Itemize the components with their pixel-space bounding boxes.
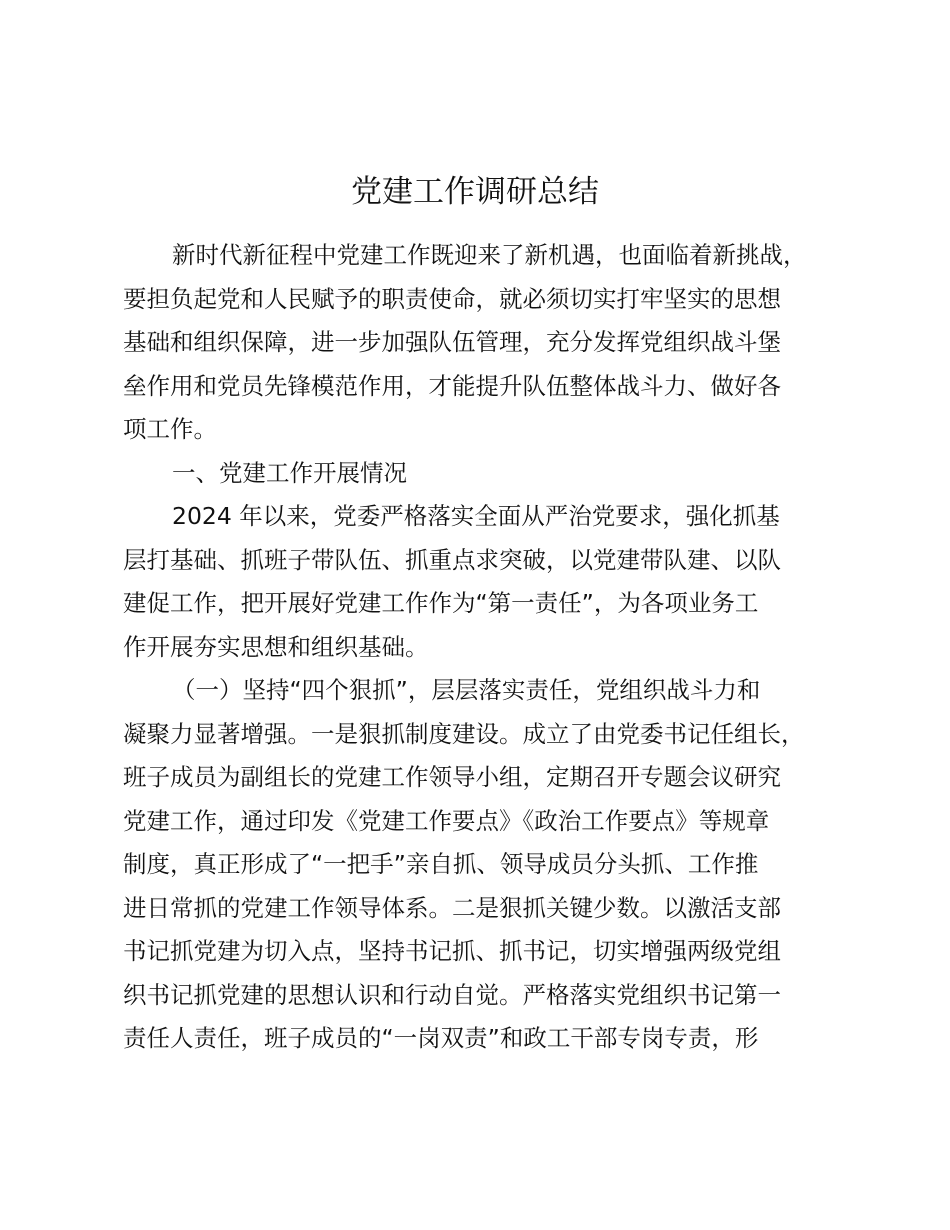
text-line: 基础和组织保障，进一步加强队伍管理，充分发挥党组织战斗堡: [123, 328, 781, 356]
text-line: 要担负起党和人民赋予的职责使命，就必须切实打牢坚实的思想: [123, 284, 781, 313]
text-line: 新时代新征程中党建工作既迎来了新机遇，也面临着新挑战，: [172, 241, 807, 269]
document-title: 党建工作调研总结: [351, 174, 599, 210]
text-line: 班子成员为副组长的党建工作领导小组，定期召开专题会议研究: [123, 763, 781, 791]
text-line: 作开展夯实思想和组织基础。: [123, 632, 429, 661]
document-body: [123, 234, 843, 1061]
text-line: 项工作。: [123, 415, 217, 443]
text-line: 织书记抓党建的思想认识和行动自觉。严格落实党组织书记第一: [123, 980, 781, 1009]
section-heading-text: 一、党建工作开展情况: [172, 458, 407, 487]
paragraph-intro: [123, 234, 843, 452]
text-line: （一）坚持“四个狠抓”，层层落实责任，党组织战斗力和: [172, 676, 761, 704]
text-line: 建促工作，把开展好党建工作作为“第一责任”，为各项业务工: [123, 589, 759, 617]
paragraph-overview: [123, 495, 843, 669]
text-line: 层打基础、抓班子带队伍、抓重点求突破，以党建带队建、以队: [123, 545, 781, 574]
text-line: 制度，真正形成了“一把手”亲自抓、领导成员分头抓、工作推: [123, 850, 759, 878]
section-heading: [123, 452, 843, 496]
text-line: 党建工作，通过印发《党建工作要点》《政治工作要点》等规章: [123, 806, 770, 835]
text-line: 垒作用和党员先锋模范作用，才能提升队伍整体战斗力、做好各: [123, 371, 781, 400]
text-line: 凝聚力显著增强。一是狠抓制度建设。成立了由党委书记任组长，: [123, 719, 805, 748]
text-line: 责任人责任，班子成员的“一岗双责”和政工干部专岗专责，形: [123, 1024, 759, 1052]
text-line: 书记抓党建为切入点，坚持书记抓、抓书记，切实增强两级党组: [123, 937, 781, 965]
paragraph-subsection-one: [123, 669, 843, 1061]
text-line: 2024 年以来，党委严格落实全面从严治党要求，强化抓基: [172, 502, 780, 530]
text-line: 进日常抓的党建工作领导体系。二是狠抓关键少数。以激活支部: [123, 893, 781, 922]
